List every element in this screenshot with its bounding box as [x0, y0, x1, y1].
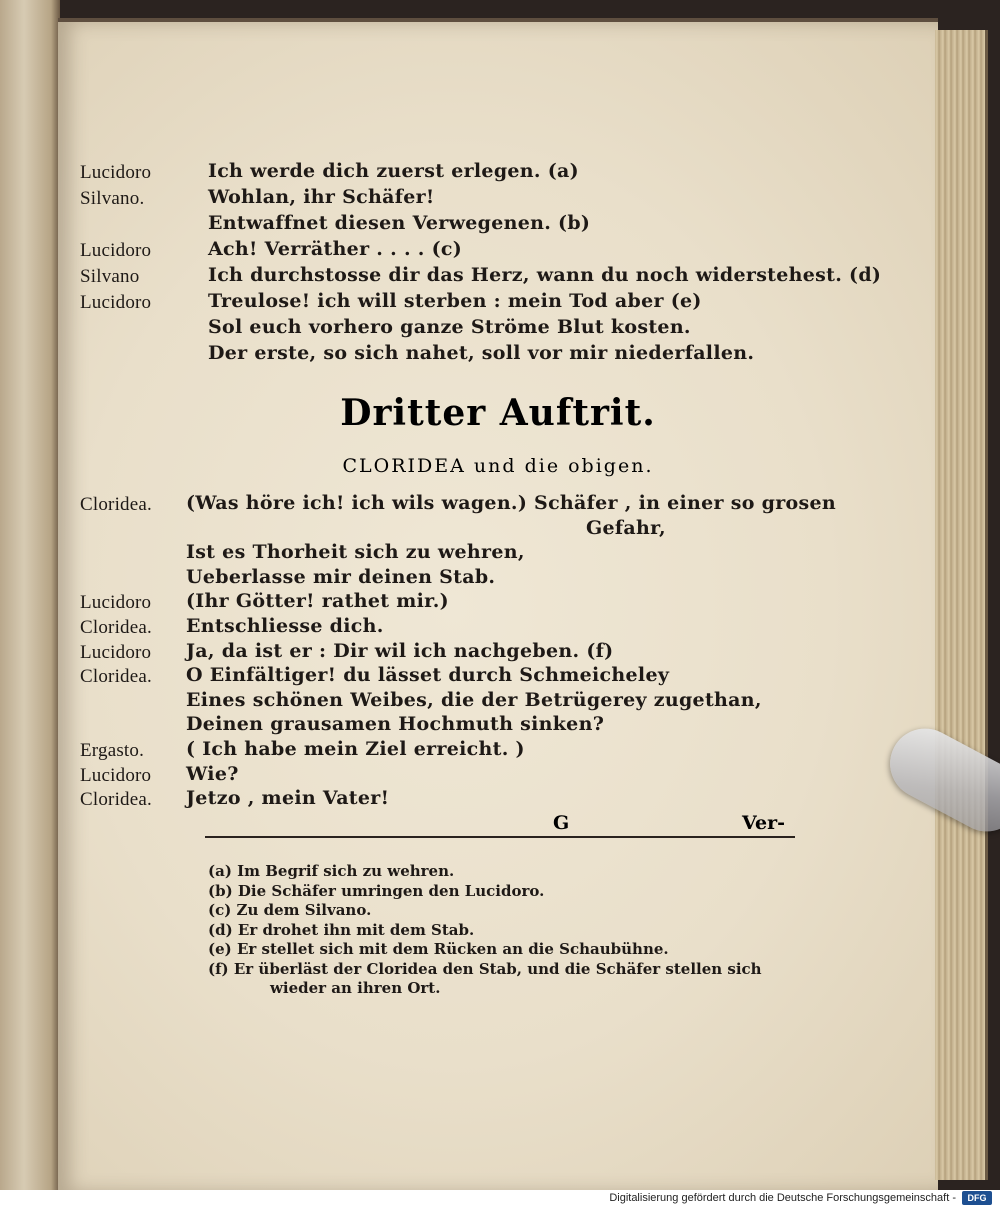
footnote-line: (f) Er überläst der Cloridea den Stab, und die Schäfer stellen sich: [208, 959, 762, 978]
dialogue-line: Gefahr,: [586, 516, 666, 539]
speaker-name: Lucidoro: [80, 641, 152, 663]
dialogue-line: Ich durchstosse dir das Herz, wann du noch widerstehest. (d): [208, 264, 882, 286]
dialogue-line: Sol euch vorhero ganze Ströme Blut kosten.: [208, 316, 691, 338]
dialogue-row: [58, 264, 938, 290]
dialogue-row: [58, 640, 938, 666]
page-edges: [935, 30, 988, 1180]
speaker-name: Lucidoro: [80, 240, 152, 261]
dialogue-line: Ich werde dich zuerst erlegen. (a): [208, 160, 579, 182]
dialogue-line: Entwaffnet diesen Verwegenen. (b): [208, 212, 591, 234]
dialogue-line: Entschliesse dich.: [186, 615, 384, 637]
dialogue-row: [58, 238, 938, 264]
speaker-name: Silvano.: [80, 188, 145, 209]
dialogue-row: [58, 787, 938, 813]
speaker-name: Lucidoro: [80, 162, 152, 183]
dialogue-line: (Was höre ich! ich wils wagen.) Schäfer , in einer so grosen: [186, 492, 837, 514]
dialogue-line: Ach! Verräther . . . . (c): [208, 238, 463, 260]
dialogue-row: [58, 316, 938, 342]
scene-characters: CLORIDEA und die obigen.: [342, 455, 654, 477]
dialogue-line: Ueberlasse mir deinen Stab.: [186, 565, 496, 588]
speaker-name: Ergasto.: [80, 740, 145, 761]
catchword: Ver-: [742, 812, 785, 834]
dialogue-row: [58, 590, 938, 616]
speaker-name: Clorideа.: [80, 789, 152, 811]
dialogue-row: [58, 160, 938, 186]
book-page: [58, 18, 938, 1192]
dfg-logo: DFG: [962, 1191, 992, 1205]
footnote-rule: [205, 836, 795, 838]
dialogue-line: Ist es Thorheit sich zu wehren,: [186, 541, 525, 564]
dialogue-row: [58, 689, 938, 715]
footnote-line: wieder an ihren Ort.: [270, 979, 441, 997]
footnote-line: (b) Die Schäfer umringen den Lucidoro.: [208, 881, 545, 900]
dialogue-line: Deinen grausamen Hochmuth sinken?: [186, 713, 605, 736]
speaker-name: Lucidoro: [80, 292, 152, 313]
footnote-line: (e) Er stellet sich mit dem Rücken an die Schaubühne.: [208, 940, 669, 958]
footnote-line: (c) Zu dem Silvano.: [208, 901, 372, 919]
dialogue-line: Treulose! ich will sterben : mein Tod aber (e): [208, 290, 702, 312]
dialogue-row: [58, 615, 938, 641]
dialogue-line: Jetzo , mein Vater!: [186, 787, 390, 810]
dialogue-line: Eines schönen Weibes, die der Betrügerey zugethan,: [186, 688, 762, 711]
dialogue-line: ( Ich habe mein Ziel erreicht. ): [186, 738, 525, 760]
dialogue-line: Der erste, so sich nahet, soll vor mir niederfallen.: [208, 342, 755, 364]
speaker-name: Lucidoro: [80, 764, 152, 786]
footnote-line: (d) Er drohet ihn mit dem Stab.: [208, 920, 475, 939]
dialogue-line: Ja, da ist er : Dir wil ich nachgeben. (f): [186, 639, 614, 662]
signature-mark: G: [553, 812, 570, 834]
dialogue-line: Wie?: [186, 762, 239, 785]
dialogue-row: [58, 664, 938, 690]
dialogue-row: [58, 541, 938, 567]
scene-title: Dritter Auftrit.: [340, 392, 656, 434]
dialogue-row: [58, 186, 938, 212]
speaker-name: Lucidoro: [80, 592, 152, 614]
dialogue-row: [58, 566, 938, 592]
dialogue-row: [58, 290, 938, 316]
dialogue-row: [58, 492, 938, 518]
speaker-name: Cloridea.: [80, 494, 152, 515]
speaker-name: Cloridea.: [80, 666, 152, 688]
dialogue-row: [58, 763, 938, 789]
dialogue-row: [58, 713, 938, 739]
speaker-name: Cloridea.: [80, 617, 152, 638]
dialogue-row: [58, 517, 938, 543]
dialogue-row: [58, 738, 938, 764]
dialogue-line: O Einfältiger! du lässet durch Schmeicheley: [186, 664, 670, 687]
dialogue-row: [58, 342, 938, 368]
footer-credit: Digitalisierung gefördert durch die Deutsche Forschungsgemeinschaft -: [609, 1192, 956, 1204]
speaker-name: Silvano: [80, 266, 140, 287]
dialogue-row: [58, 212, 938, 238]
dialogue-line: (Ihr Götter! rathet mir.): [186, 590, 449, 613]
footnote-line: (a) Im Begrif sich zu wehren.: [208, 862, 455, 880]
left-page-edge: [0, 0, 60, 1190]
dialogue-line: Wohlan, ihr Schäfer!: [208, 186, 435, 208]
